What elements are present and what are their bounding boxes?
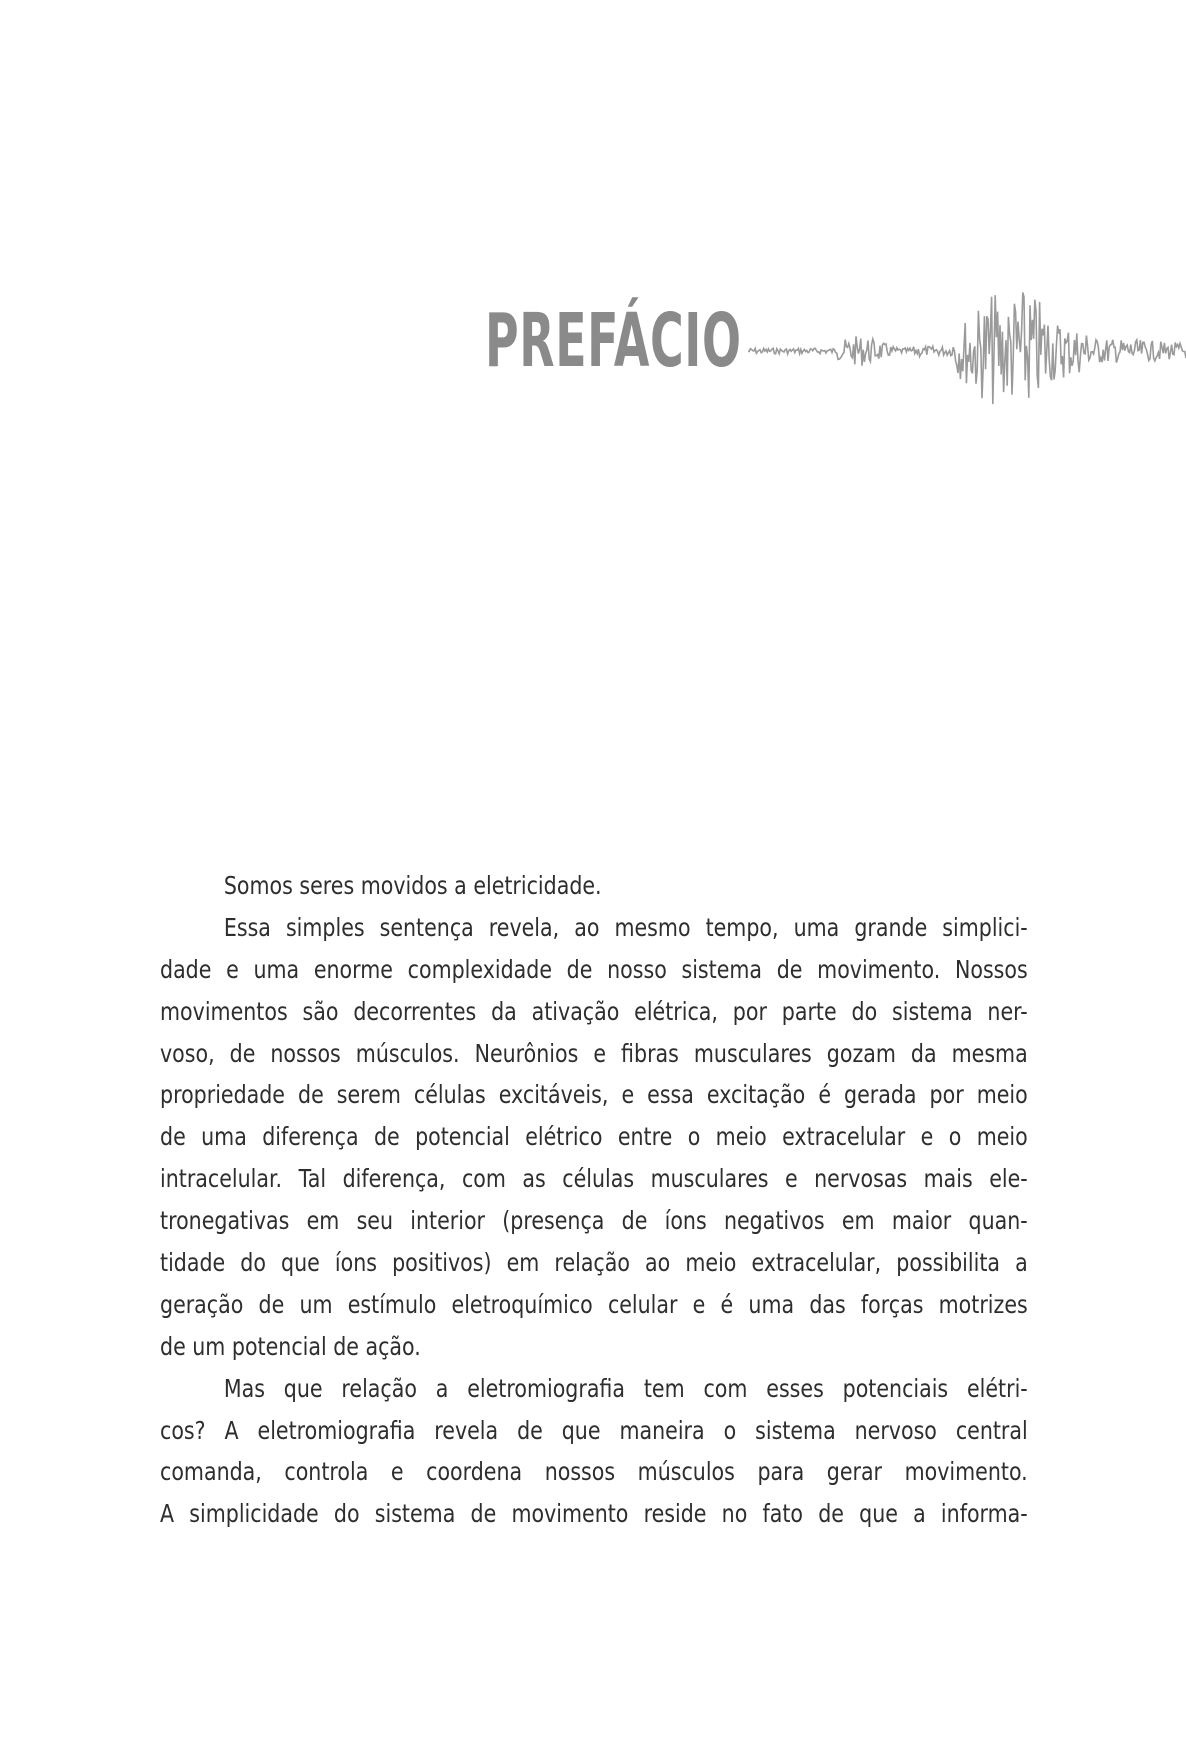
text-line: cos? A eletromiografia revela de que maneira o sistema nervoso central: [160, 1415, 1028, 1445]
text-line: de um potencial de ação.: [160, 1331, 421, 1361]
preface-body: [160, 865, 1028, 1535]
text-line: movimentos são decorrentes da ativação elétrica, por parte do sistema ner-: [160, 996, 1028, 1026]
text-line: geração de um estímulo eletroquímico celular e é uma das forças motrizes: [160, 1289, 1028, 1319]
text-line: dade e uma enorme complexidade de nosso sistema de movimento. Nossos: [160, 954, 1028, 984]
text-line: tidade do que íons positivos) em relação ao meio extracelular, possibilita a: [160, 1248, 1028, 1278]
page-title: PREFÁCIO: [485, 298, 742, 384]
text-line: propriedade de serem células excitáveis, e essa excitação é gerada por meio: [160, 1080, 1028, 1110]
text-line: voso, de nossos músculos. Neurônios e fibras musculares gozam da mesma: [160, 1038, 1028, 1068]
text-line: Somos seres movidos a eletricidade.: [223, 871, 602, 900]
text-line: A simplicidade do sistema de movimento reside no fato de que a informa-: [160, 1499, 1028, 1529]
text-line: comanda, controla e coordena nossos músculos para gerar movimento.: [160, 1457, 1028, 1487]
text-line: de uma diferença de potencial elétrico entre o meio extracelular e o meio: [160, 1122, 1028, 1152]
text-line: Essa simples sentença revela, ao mesmo tempo, uma grande simplici-: [223, 912, 1028, 942]
text-line: Mas que relação a eletromiografia tem com esses potenciais elétri-: [223, 1373, 1028, 1403]
emg-waveform-icon: [748, 280, 1186, 422]
text-line: intracelular. Tal diferença, com as células musculares e nervosas mais ele-: [160, 1164, 1028, 1194]
text-line: tronegativas em seu interior (presença de íons negativos em maior quan-: [160, 1206, 1028, 1236]
